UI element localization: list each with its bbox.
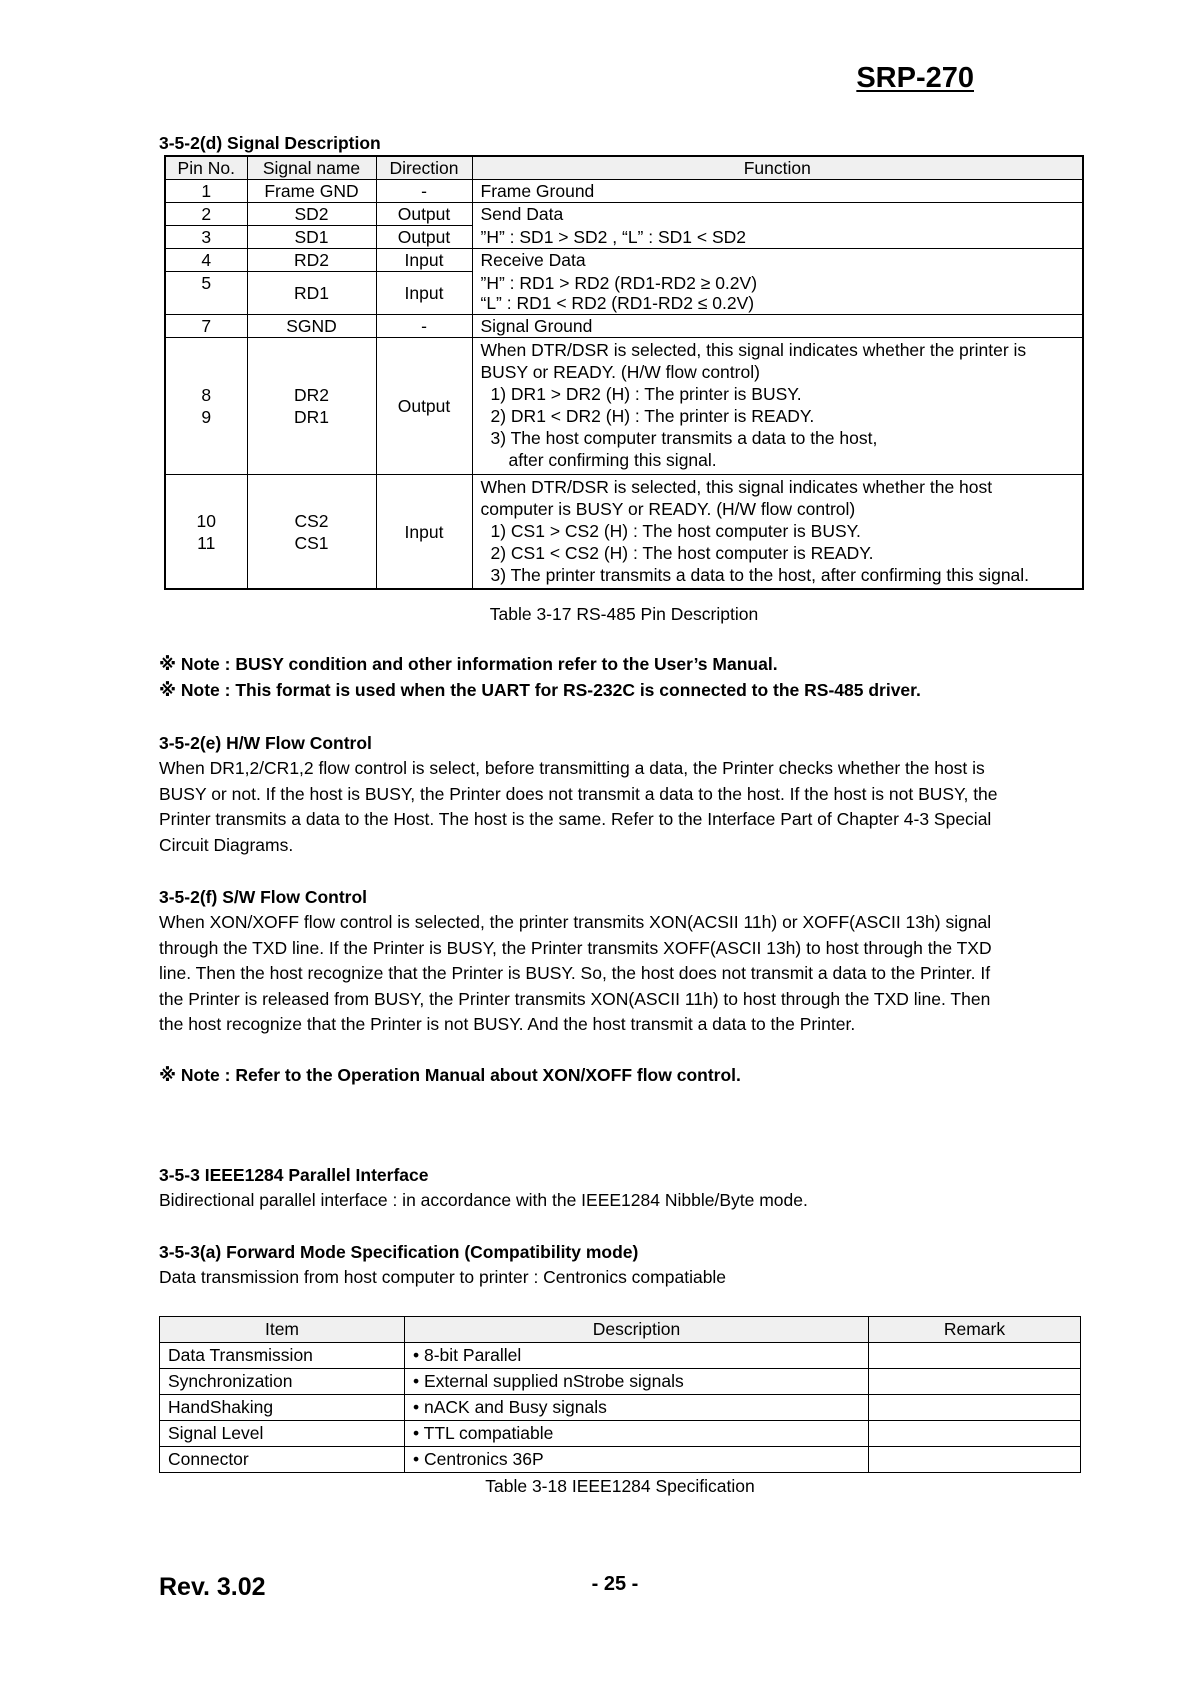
function-line: When DTR/DSR is selected, this signal indicates whether the printer is (480, 340, 1027, 360)
paragraph-line: When DR1,2/CR1,2 flow control is select, before transmitting a data, the Printer checks whether the host is (159, 758, 985, 778)
column-header: Description (405, 1317, 869, 1343)
item-cell: Connector (160, 1447, 405, 1473)
table-caption: Table 3-18 IEEE1284 Specification (485, 1476, 755, 1496)
table-row (165, 338, 1083, 475)
sw-flow-paragraph (159, 910, 1099, 1038)
table-row (165, 249, 1083, 272)
pin-number: 11 (197, 532, 216, 553)
direction-cell: Input (376, 475, 472, 590)
column-header: Direction (376, 156, 472, 180)
remark-cell (869, 1395, 1081, 1421)
table-row (165, 272, 1083, 315)
function-line: computer is BUSY or READY. (H/W flow control) (480, 499, 856, 519)
pin-number: 9 (201, 407, 212, 427)
hw-flow-paragraph (159, 756, 1099, 858)
paragraph-line: the host recognize that the Printer is not BUSY. And the host transmit a data to the Printer. (159, 1014, 856, 1034)
direction-cell: - (376, 180, 472, 203)
function-line: When DTR/DSR is selected, this signal indicates whether the host (480, 477, 993, 497)
parallel-text: Bidirectional parallel interface : in accordance with the IEEE1284 Nibble/Byte mode. (159, 1190, 808, 1210)
function-line: 1) DR1 > DR2 (H) : The printer is BUSY. (490, 384, 802, 404)
note-busy: ※ Note : BUSY condition and other information refer to the User’s Manual. (159, 654, 778, 674)
direction-cell: Input (376, 249, 472, 272)
direction-cell: Input (376, 272, 472, 315)
document-model-title: SRP-270 (856, 62, 974, 94)
function-cell: Receive Data (472, 249, 1083, 272)
signal-name: DR2 (293, 385, 329, 405)
table-row (160, 1343, 1081, 1369)
function-line: 2) CS1 < CS2 (H) : The host computer is READY. (490, 543, 874, 563)
paragraph-line: line. Then the host recognize that the Printer is BUSY. So, the host does not transmit a data to the Printer. If (159, 963, 991, 983)
function-line: after confirming this signal. (508, 450, 717, 470)
signal-name-cell: SD1 (247, 226, 376, 249)
pin-cell: 3 (165, 226, 247, 249)
table-caption: Table 3-17 RS-485 Pin Description (489, 604, 759, 624)
paragraph-line: Circuit Diagrams. (159, 834, 294, 855)
description-cell: • Centronics 36P (405, 1447, 869, 1473)
description-cell: • External supplied nStrobe signals (405, 1369, 869, 1395)
signal-name-cell: Frame GND (247, 180, 376, 203)
signal-name-cell: RD1 (247, 272, 376, 315)
function-cell: Send Data (472, 203, 1083, 226)
parallel-heading: 3-5-3 IEEE1284 Parallel Interface (159, 1165, 429, 1185)
rs485-pin-table (164, 155, 1084, 590)
pin-cell: 4 (165, 249, 247, 272)
paragraph-line: BUSY or not. If the host is BUSY, the Printer does not transmit a data to the host. If the host is not BUSY, the (159, 783, 998, 804)
paragraph-line: When XON/XOFF flow control is selected, the printer transmits XON(ACSII 11h) or XOFF(ASCII 13h) signal (159, 912, 992, 932)
description-cell: • nACK and Busy signals (405, 1395, 869, 1421)
signal-name-cell (247, 338, 376, 475)
function-line: 3) The host computer transmits a data to the host, (490, 428, 878, 448)
function-cell (472, 272, 1083, 315)
direction-cell: Output (376, 203, 472, 226)
column-header: Remark (869, 1317, 1081, 1343)
table-row (165, 475, 1083, 590)
function-cell: Frame Ground (472, 180, 1083, 203)
direction-cell: Output (376, 338, 472, 475)
table-row (160, 1447, 1081, 1473)
item-cell: Data Transmission (160, 1343, 405, 1369)
remark-cell (869, 1343, 1081, 1369)
table-header-row (160, 1317, 1081, 1343)
function-cell: ”H” : SD1 > SD2 , “L” : SD1 < SD2 (472, 226, 1083, 249)
pin-cell: 1 (165, 180, 247, 203)
table-row (160, 1369, 1081, 1395)
table-row (165, 226, 1083, 249)
remark-cell (869, 1421, 1081, 1447)
table-row (165, 180, 1083, 203)
pin-cell: 5 (165, 272, 247, 315)
table-row (165, 203, 1083, 226)
function-line: 2) DR1 < DR2 (H) : The printer is READY. (490, 406, 815, 426)
pin-cell (165, 475, 247, 590)
signal-name-cell: RD2 (247, 249, 376, 272)
function-cell (472, 338, 1083, 475)
function-line: 1) CS1 > CS2 (H) : The host computer is BUSY. (490, 521, 861, 541)
function-line: 3) The printer transmits a data to the host, after confirming this signal. (490, 565, 1030, 585)
column-header: Pin No. (165, 156, 247, 180)
function-cell: Signal Ground (472, 315, 1083, 338)
pin-number: 10 (196, 510, 216, 531)
signal-name: CS2 (294, 510, 329, 531)
function-line: “L” : RD1 < RD2 (RD1-RD2 ≤ 0.2V) (480, 292, 755, 313)
signal-name-cell: SD2 (247, 203, 376, 226)
pin-number: 8 (201, 385, 212, 405)
column-header: Item (160, 1317, 405, 1343)
signal-name: CS1 (294, 532, 329, 553)
function-line: BUSY or READY. (H/W flow control) (480, 362, 760, 382)
function-cell (472, 475, 1083, 590)
page-number: - 25 - (591, 1573, 639, 1595)
ieee1284-spec-table (159, 1316, 1081, 1473)
table-header-row (165, 156, 1083, 180)
revision-label: Rev. 3.02 (159, 1573, 266, 1601)
pin-cell: 7 (165, 315, 247, 338)
table-row (160, 1421, 1081, 1447)
column-header: Signal name (247, 156, 376, 180)
function-line: ”H” : RD1 > RD2 (RD1-RD2 ≥ 0.2V) (480, 272, 758, 293)
description-cell: • 8-bit Parallel (405, 1343, 869, 1369)
remark-cell (869, 1447, 1081, 1473)
item-cell: HandShaking (160, 1395, 405, 1421)
paragraph-line: the Printer is released from BUSY, the Printer transmits XON(ASCII 11h) to host through the TXD line. Then (159, 988, 991, 1009)
table-row (160, 1395, 1081, 1421)
forward-mode-heading: 3-5-3(a) Forward Mode Specification (Compatibility mode) (159, 1242, 639, 1262)
remark-cell (869, 1369, 1081, 1395)
signal-description-heading: 3-5-2(d) Signal Description (159, 133, 381, 153)
item-cell: Synchronization (160, 1369, 405, 1395)
column-header: Function (472, 156, 1083, 180)
pin-cell: 2 (165, 203, 247, 226)
paragraph-line: through the TXD line. If the Printer is BUSY, the Printer transmits XOFF(ASCII 13h) to host through the TXD (159, 937, 992, 958)
pin-cell (165, 338, 247, 475)
note-xon-xoff: ※ Note : Refer to the Operation Manual about XON/XOFF flow control. (159, 1065, 741, 1085)
sw-flow-heading: 3-5-2(f) S/W Flow Control (159, 887, 368, 907)
signal-name-cell: SGND (247, 315, 376, 338)
item-cell: Signal Level (160, 1421, 405, 1447)
table-row (165, 315, 1083, 338)
signal-name-cell (247, 475, 376, 590)
hw-flow-heading: 3-5-2(e) H/W Flow Control (159, 733, 372, 753)
note-uart: ※ Note : This format is used when the UART for RS-232C is connected to the RS-485 driver. (159, 680, 921, 700)
paragraph-line: Printer transmits a data to the Host. The host is the same. Refer to the Interface Part of Chapter 4-3 Special (159, 809, 992, 829)
signal-name: DR1 (293, 407, 329, 427)
direction-cell: Output (376, 226, 472, 249)
direction-cell: - (376, 315, 472, 338)
forward-mode-text: Data transmission from host computer to printer : Centronics compatiable (159, 1267, 727, 1287)
description-cell: • TTL compatiable (405, 1421, 869, 1447)
